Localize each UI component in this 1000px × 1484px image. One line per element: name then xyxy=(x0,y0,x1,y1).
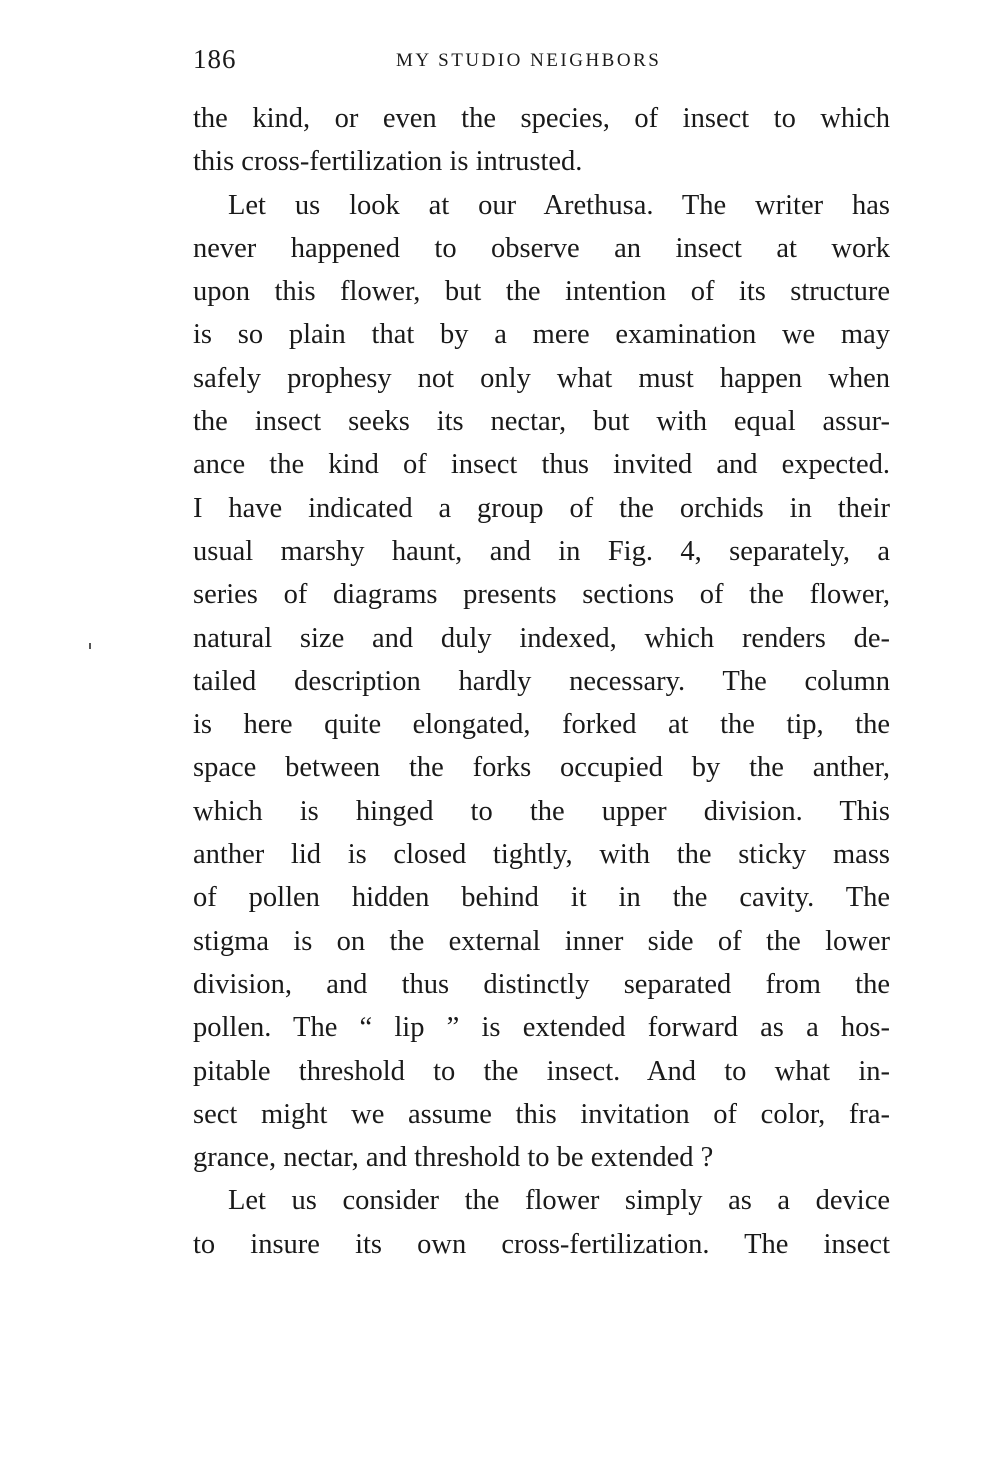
text-line: upon this flower, but the intention of its structure xyxy=(193,276,890,308)
text-line: which is hinged to the upper division. This xyxy=(193,795,890,827)
text-line: series of diagrams presents sections of the flower, xyxy=(193,579,890,611)
text-line: Let us consider the flower simply as a device xyxy=(228,1185,890,1217)
text-line: of pollen hidden behind it in the cavity. The xyxy=(193,882,890,914)
text-line: pitable threshold to the insect. And to what in- xyxy=(193,1055,890,1087)
text-line: the kind, or even the species, of insect to which xyxy=(193,103,890,134)
text-line: Let us look at our Arethusa. The writer has xyxy=(228,189,890,221)
running-head: MY STUDIO NEIGHBORS xyxy=(396,50,662,71)
text-line: stigma is on the external inner side of the lower xyxy=(193,925,890,957)
text-line: tailed description hardly necessary. The column xyxy=(193,665,890,697)
page-header xyxy=(193,44,890,78)
text-line: ance the kind of insect thus invited and expected. xyxy=(193,449,890,481)
text-line: anther lid is closed tightly, with the sticky mass xyxy=(193,839,890,871)
page-number: 186 xyxy=(193,44,237,74)
stray-ink-mark xyxy=(89,643,91,649)
text-line: never happened to observe an insect at work xyxy=(193,232,890,264)
text-line: the insect seeks its nectar, but with equal assur- xyxy=(193,406,890,438)
text-line: natural size and duly indexed, which renders de- xyxy=(193,622,890,654)
text-line: division, and thus distinctly separated from the xyxy=(193,968,890,1000)
text-line: safely prophesy not only what must happen when xyxy=(193,362,890,394)
text-line: to insure its own cross-fertilization. The insect xyxy=(193,1228,890,1260)
text-line: is here quite elongated, forked at the tip, the xyxy=(193,709,890,741)
text-line: sect might we assume this invitation of color, fra- xyxy=(193,1098,890,1130)
text-line: space between the forks occupied by the anther, xyxy=(193,752,890,784)
text-line: pollen. The “ lip ” is extended forward as a hos- xyxy=(193,1012,890,1044)
text-line: is so plain that by a mere examination we may xyxy=(193,319,890,351)
text-line: usual marshy haunt, and in Fig. 4, separately, a xyxy=(193,535,890,567)
body-text xyxy=(193,97,890,1266)
text-line: grance, nectar, and threshold to be extended ? xyxy=(193,1142,714,1174)
text-line: this cross-fertilization is intrusted. xyxy=(193,146,583,178)
text-line: I have indicated a group of the orchids in their xyxy=(193,492,890,524)
